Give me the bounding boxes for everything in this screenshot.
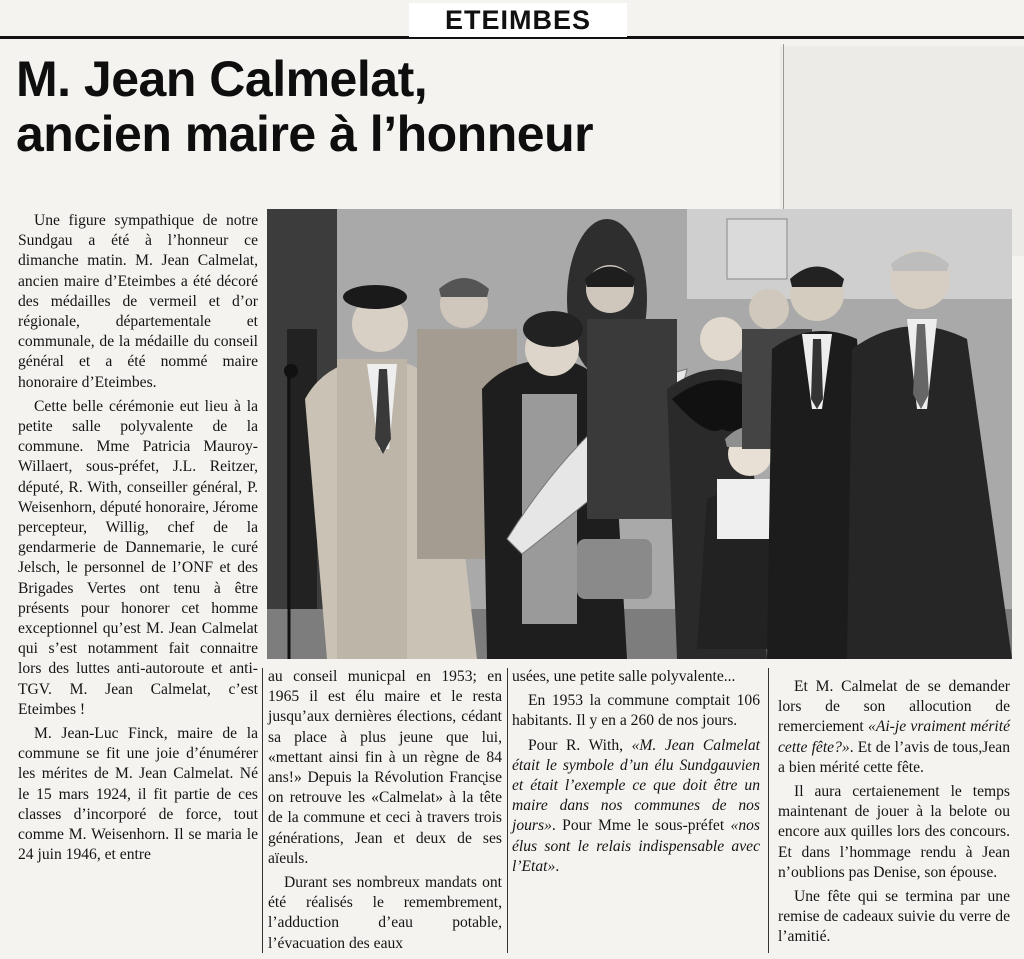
col1-paragraph-1: Une figure sympathique de notre Sundgau a été à l’honneur ce dimanche matin. M. Jean Calmelat, ancien maire d’Eteimbes a été décoré des médailles de vermeil et d’or régionale, départementale et communale, de la médaille du conseil général et a été nommé maire honoraire d’Eteimbes. [18, 212, 258, 391]
article-column-3 [512, 667, 760, 881]
headline-line-2: ancien maire à l’honneur [16, 106, 594, 162]
col3-text: Pour R. With, [528, 736, 632, 754]
col4-quote: «Ai-je vraiment mérité cette fête?» [778, 718, 1010, 756]
col4-text-end: . Et de l’avis de tous,Jean a bien mérité cette fête. [778, 738, 1010, 776]
col3-text-mid: . Pour Mme le sous-préfet [551, 817, 731, 835]
headline-line-1: M. Jean Calmelat, [16, 51, 428, 107]
section-header [0, 0, 1024, 44]
col3-paragraph-1: usées, une petite salle polyvalente... [512, 668, 736, 685]
headline [16, 52, 806, 162]
col1-paragraph-3: M. Jean-Luc Finck, maire de la commune se fit une joie d’énumérer les mérites de M. Jean Calmelat. Né le 15 mars 1924, il fit partie de ces classes d’incorporé de force, tout comme M. Weisenhorn. Il se maria le 24 juin 1946, et entre [18, 725, 258, 864]
col2-paragraph-2: Durant ses nombreux mandats ont été réalisés le remembrement, l’adduction d’eau potable, l’évacuation des eaux [268, 874, 502, 952]
article-column-1 [18, 211, 258, 870]
col3-paragraph-3 [512, 736, 760, 877]
column-rule [262, 668, 263, 953]
article-column-2 [268, 667, 502, 958]
col4-paragraph-2: Il aura certaienement le temps maintenant de jouer à la belote ou encore aux quilles lors des concours. Et dans l’hommage rendu à Jean n’oublions pas Denise, son épouse. [778, 783, 1010, 881]
col1-paragraph-2: Cette belle cérémonie eut lieu à la petite salle polyvalente de la commune. Mme Patricia Mauroy-Willaert, sous-préfet, J.L. Reitzer, député, R. With, conseiller général, P. Weisenhorn, député honoraire, Jérome percepteur, Willig, chef de la gendarmerie de Dannemarie, le curé Jelsch, le personnel de l’ONF et des Brigades Vertes ont tenu à être présents pour honorer cet homme exceptionnel qu’est M. Jean Calmelat qui s’est notamment fait connaitre lors des luttes anti-autoroute et anti-TGV. M. Jean Calmelat, c’est Eteimbes ! [18, 397, 258, 718]
col4-paragraph-1 [778, 677, 1010, 778]
col3-quote-prefet: «nos élus sont le relais indispensable avec l’Etat» [512, 817, 760, 875]
col4-paragraph-3: Une fête qui se termina par une remise de cadeaux suivie du verre de l’amitié. [778, 888, 1010, 946]
column-rule [783, 44, 784, 209]
column-rule [768, 668, 769, 953]
group-photo [267, 209, 1012, 659]
section-label: ETEIMBES [409, 3, 627, 37]
col3-quote-with: «M. Jean Calmelat était le symbole d’un élu Sundgauvien et était l’exemple ce que doit être un maire dans nos communes de nos jours» [512, 736, 760, 835]
photo-illustration-icon [267, 209, 1012, 659]
col4-text: Et M. Calmelat de se demander lors de son allocution de remerciement [778, 678, 1010, 736]
col3-paragraph-2: En 1953 la commune comptait 106 habitants. Il y en a 260 de nos jours. [512, 692, 760, 730]
article-column-4 [778, 677, 1010, 952]
column-rule [507, 668, 508, 953]
col2-paragraph-1: au conseil municpal en 1953; en 1965 il est élu maire et le resta jusqu’aux dernières élections, cédant sa place à plus jeune que lui, «mettant ainsi fin à un règne de 84 ans!» Depuis la Révolution Franc̨ise on retrouve les «Calmelat» à la tête de la commune et ceci à travers trois générations, Jean et deux de ses aïeuls. [268, 668, 502, 867]
col3-text-end: . [555, 857, 560, 875]
